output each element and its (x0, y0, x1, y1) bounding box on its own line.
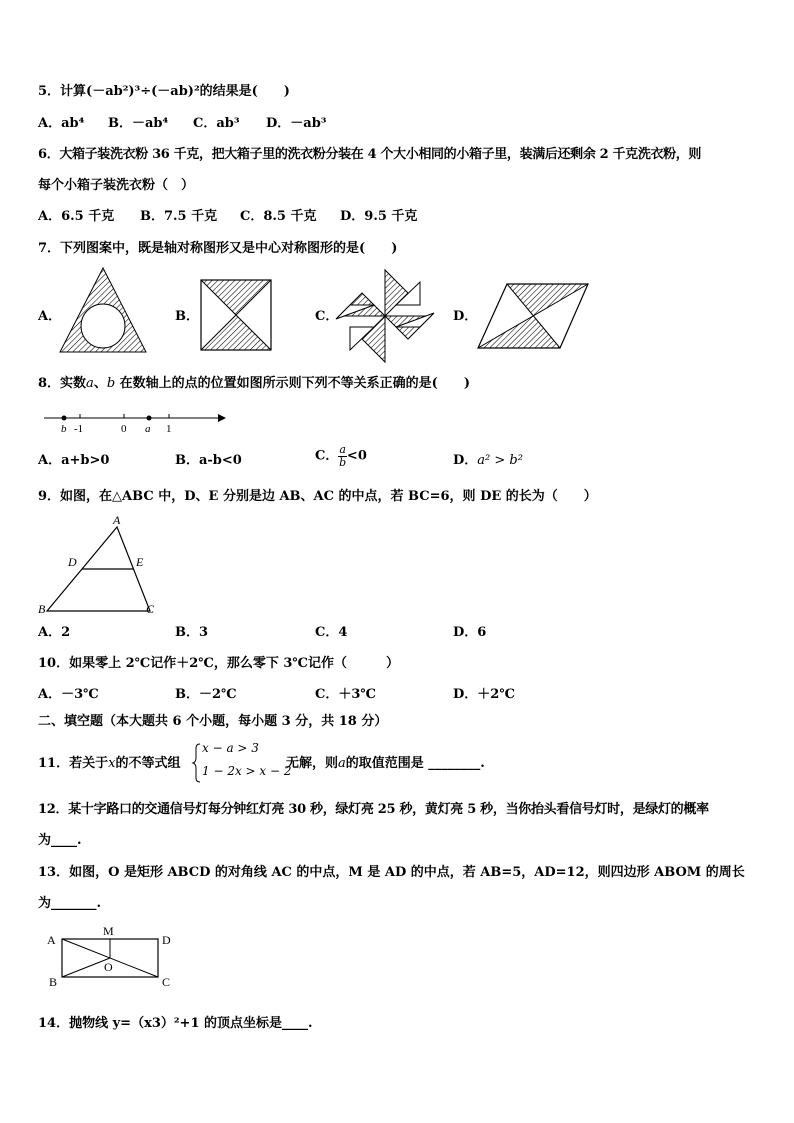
q9-label-e: E (136, 555, 144, 569)
section-2-heading: 二、填空题（本大题共 6 个小题，每小题 3 分，共 18 分） (38, 714, 388, 729)
q8-stem-post: 在数轴上的点的位置如图所示则下列不等关系正确的是( ) (115, 376, 470, 391)
q11-ineq-1-text: x − a > 3 (202, 741, 259, 755)
q11-pre (38, 755, 180, 773)
q12-line1: 12．某十字路口的交通信号灯每分钟红灯亮 30 秒，绿灯亮 25 秒，黄灯亮 5 秒，当你抬头看信号灯时，是绿灯的概率 (38, 802, 709, 817)
q11-brace (193, 744, 200, 782)
axis-label-a: a (145, 423, 151, 435)
q9-triangle-figure (38, 513, 155, 616)
q7-label-c: C． (315, 309, 339, 324)
q8-option-c-label: C． (315, 448, 339, 464)
q11-var-a: a (338, 756, 346, 771)
q11-post1: 无解，则 (286, 756, 339, 771)
q10-stem: 10．如果零上 2℃记作＋2℃，那么零下 3℃记作（ ） (38, 656, 400, 671)
q8-stem-pre: 8．实数 (38, 376, 87, 391)
q8-option-d-label: D． (453, 453, 478, 468)
q11-pre-text: 11．若关于 (38, 756, 109, 771)
q9-stem: 9．如图，在△ABC 中，D、E 分别是边 AB、AC 的中点，若 BC=6，则 DE 的长为（ ） (38, 489, 597, 504)
q9-option-c: C．4 (315, 625, 348, 640)
q6-stem-line2: 每个小箱子装洗衣粉（ ） (38, 178, 195, 193)
q9-option-d: D．6 (453, 625, 487, 640)
q6-stem-line1: 6．大箱子装洗衣粉 36 千克，把大箱子里的洗衣粉分装在 4 个大小相同的小箱子里，装满后还剩余 2 千克洗衣粉，则 (38, 147, 702, 162)
q11-post (286, 755, 485, 773)
q13-line1: 13．如图，O 是矩形 ABCD 的对角线 AC 的中点，M 是 AD 的中点，若 AB=5，AD=12，则四边形 ABOM 的周长 (38, 865, 745, 880)
q8-option-a: A．a+b>0 (38, 453, 110, 468)
axis-label-0: 0 (121, 423, 127, 435)
q10-option-a: A．－3℃ (38, 687, 99, 702)
q8-option-c (315, 444, 367, 469)
q9-option-b: B．3 (175, 625, 209, 640)
q11-mid: 的不等式组 (115, 756, 181, 771)
q13-label-m: M (103, 924, 114, 938)
q8-option-c-tail: <0 (346, 448, 367, 464)
q9-option-a: A．2 (38, 625, 71, 640)
q7-figure-a-triangle-circle (60, 268, 146, 352)
axis-label-b: b (61, 423, 67, 435)
q6-option-a: A．6.5 千克 (38, 209, 115, 224)
q5-option-b: B．－ab⁴ (108, 116, 169, 131)
q13-label-o: O (104, 960, 113, 974)
q8-var-b: b (106, 376, 116, 391)
q13-label-c: C (162, 975, 171, 989)
q11-ineq-1 (202, 741, 259, 755)
point-b (62, 416, 67, 421)
q5-option-d: D．－ab³ (266, 116, 327, 131)
q8-option-c-fraction (338, 444, 347, 469)
q13-label-b: B (49, 975, 58, 989)
q13-rectangle-figure (47, 924, 171, 989)
q7-figure-c-pinwheel (336, 270, 434, 362)
q6-option-c: C．8.5 千克 (240, 209, 317, 224)
q9-label-d: D (68, 555, 77, 569)
q5-stem: 5．计算(－ab²)³÷(－ab)²的结果是( ) (38, 84, 290, 99)
q13-line2: 为_______. (38, 896, 102, 911)
q13-label-a: A (47, 933, 56, 947)
q7-label-a: A． (38, 309, 62, 324)
q7-figure-b-square (201, 280, 271, 350)
axis-label-neg1: -1 (74, 423, 84, 435)
q9-label-c: C (146, 602, 155, 616)
q10-option-c: C．＋3℃ (315, 687, 376, 702)
q6-option-b: B．7.5 千克 (140, 209, 218, 224)
q11-ineq-2-text: 1 − 2x > x − 2 (202, 764, 292, 778)
axis-label-1: 1 (166, 423, 172, 435)
q5-option-c: C．ab³ (193, 116, 240, 131)
q10-option-d: D．＋2℃ (453, 687, 515, 702)
q12-line2: 为____. (38, 833, 82, 848)
q8-sep: 、 (93, 376, 107, 391)
point-a (147, 416, 152, 421)
q14-text: 14．抛物线 y=（x3）²+1 的顶点坐标是____. (38, 1016, 313, 1031)
q8-stem (38, 375, 470, 393)
q8-option-d-expr: a² > b² (477, 453, 523, 468)
q9-label-a: A (113, 513, 121, 527)
q8-c-den: b (339, 456, 347, 469)
q11-ineq-2 (202, 764, 292, 778)
q11-post2: 的取值范围是 ________. (345, 756, 485, 771)
q8-number-line (44, 414, 226, 435)
q13-label-d: D (162, 933, 171, 947)
q8-var-a: a (86, 376, 94, 391)
q10-option-b: B．－2℃ (175, 687, 237, 702)
q6-option-d: D．9.5 千克 (340, 209, 418, 224)
q11-var-x: x (108, 756, 116, 771)
q8-option-d (453, 452, 523, 470)
q9-label-b: B (38, 602, 46, 616)
q8-option-b: B．a-b<0 (175, 453, 242, 468)
q7-label-d: D． (453, 309, 478, 324)
q5-option-a: A．ab⁴ (38, 116, 85, 131)
q7-label-b: B． (175, 309, 199, 324)
q8-c-num: a (339, 443, 346, 456)
q7-stem: 7．下列图案中，既是轴对称图形又是中心对称图形的是( ) (38, 241, 398, 256)
q7-figure-d-parallelogram (478, 284, 588, 348)
